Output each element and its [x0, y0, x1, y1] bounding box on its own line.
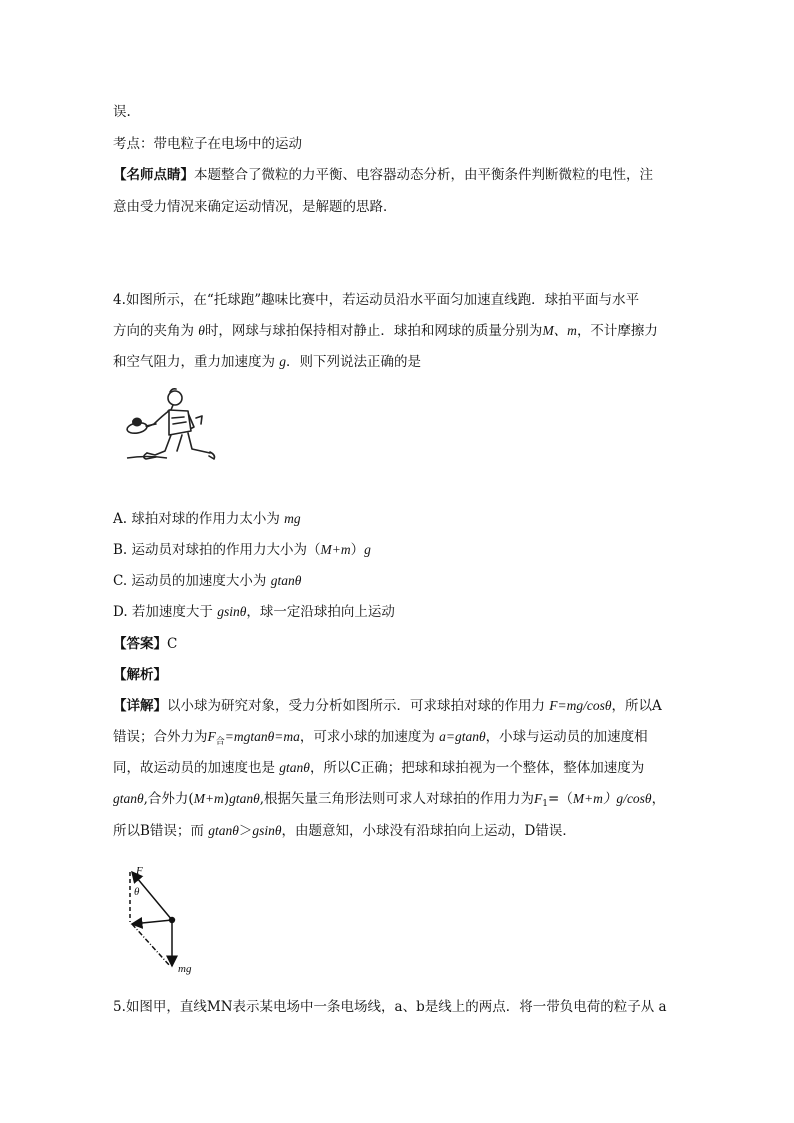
option-a	[113, 510, 301, 528]
analysis-text: ，小球与运动员的加速度相	[485, 729, 648, 745]
analysis-formula: gtanθ	[229, 791, 260, 806]
mingshi-tag: 【名师点睛】	[113, 167, 194, 183]
analysis-formula: gtanθ	[208, 823, 239, 838]
analysis-formula: ）g/cosθ	[602, 791, 652, 806]
analysis-formula: gsinθ	[252, 823, 282, 838]
analysis-text: ，所以A	[611, 698, 662, 714]
analysis-formula: =mgtanθ=ma	[224, 729, 300, 744]
analysis-text: ,根据矢量三角形法则可求人对球拍的作用力为	[259, 791, 535, 807]
kaodian: 考点：带电粒子在电场中的运动	[113, 136, 302, 152]
q4-text: ．则下列说法正确的是	[286, 354, 422, 370]
analysis-formula: F	[207, 729, 216, 744]
q4-text: ，不计摩擦力	[576, 323, 658, 339]
q4-theta: θ	[198, 323, 205, 338]
option-c-text: C. 运动员的加速度大小为	[113, 573, 267, 589]
q4-text: 时，网球与球拍保持相对静止．球拍和网球的质量分别为	[204, 323, 543, 339]
option-b-text: ）	[350, 542, 365, 558]
analysis-text: 以小球为研究对象，受力分析如图所示．可求球拍对球的作用力	[167, 698, 545, 714]
mingshi-text-1: 本题整合了微粒的力平衡、电容器动态分析，由平衡条件判断微粒的电性，注	[194, 167, 653, 183]
analysis-formula: M+m	[193, 791, 224, 806]
q4-g: g	[279, 354, 287, 369]
analysis-line-5	[113, 822, 576, 840]
analysis-line-1	[113, 697, 662, 715]
analysis-text: 错误；合外力为	[113, 729, 208, 745]
analysis-text: 同，故运动员的加速度也是	[113, 760, 275, 776]
answer-tag: 【答案】	[113, 636, 167, 652]
analysis-line-3	[113, 759, 644, 777]
analysis-line-2	[113, 728, 648, 751]
analysis-text: ，所以C正确；把球和球拍视为一个整体，整体加速度为	[309, 760, 645, 776]
mingshi-line-2: 意由受力情况来确定运动情况，是解题的思路．	[113, 199, 397, 215]
option-b-expr: M+m	[320, 542, 351, 557]
analysis-formula: F	[534, 791, 543, 806]
prev-answer-end: 误.	[113, 104, 131, 120]
mingshi-line-1	[113, 166, 653, 184]
analysis-heading: 【解析】	[113, 667, 167, 683]
q4-stem-line-2	[113, 322, 658, 340]
option-b	[113, 541, 371, 559]
option-d-text: ，球一定沿球拍向上运动	[246, 604, 395, 620]
option-b-g: g	[364, 542, 371, 557]
analysis-subscript: 合	[215, 737, 225, 747]
analysis-text: ，	[651, 791, 666, 807]
q4-text: 和空气阻力，重力加速度为	[113, 354, 275, 370]
q4-stem-line-1: 4.如图所示，在“托球跑”趣味比赛中，若运动员沿水平面匀加速直线跑．球拍平面与水平	[113, 292, 640, 308]
answer-value: C	[167, 636, 178, 652]
analysis-text: =（	[548, 791, 573, 807]
q4-masses: M、m	[542, 323, 577, 338]
diagram-label-theta: θ	[134, 886, 140, 898]
analysis-formula: M+m	[572, 791, 603, 806]
runner-figure	[122, 388, 222, 476]
option-d	[113, 603, 395, 621]
analysis-text: 所以B错误；而	[113, 823, 204, 839]
analysis-formula: a=gtanθ	[439, 729, 486, 744]
analysis-formula: gtanθ	[113, 791, 144, 806]
analysis-line-4	[113, 790, 665, 813]
analysis-subscript: 1	[542, 799, 549, 809]
analysis-text: ,合外力(	[143, 791, 194, 807]
answer-line	[113, 635, 177, 653]
analysis-text: ，可求小球的加速度为	[299, 729, 435, 745]
analysis-text: )	[223, 791, 230, 807]
q4-text: 方向的夹角为	[113, 323, 194, 339]
option-a-expr: mg	[284, 511, 301, 526]
option-b-text: B. 运动员对球拍的作用力大小为（	[113, 542, 321, 558]
diagram-label-F: F	[136, 865, 143, 877]
q4-stem-line-3	[113, 353, 421, 371]
option-d-expr: gsinθ	[217, 604, 247, 619]
analysis-formula: F=mg/cosθ	[549, 698, 612, 713]
analysis-text: ＞	[238, 823, 253, 839]
force-diagram	[118, 858, 218, 980]
option-c	[113, 572, 301, 590]
analysis-formula: gtanθ	[279, 760, 310, 775]
diagram-label-mg: mg	[178, 963, 192, 975]
q5-stem-line-1: 5.如图甲，直线MN表示某电场中一条电场线，a、b是线上的两点．将一带负电荷的粒子从 a	[113, 999, 667, 1015]
option-d-text: D. 若加速度大于	[113, 604, 213, 620]
analysis-text: ，由题意知，小球没有沿球拍向上运动，D错误．	[281, 823, 576, 839]
option-a-text: A. 球拍对球的作用力太小为	[113, 511, 280, 527]
option-c-expr: gtanθ	[270, 573, 302, 588]
detail-tag: 【详解】	[113, 698, 167, 714]
